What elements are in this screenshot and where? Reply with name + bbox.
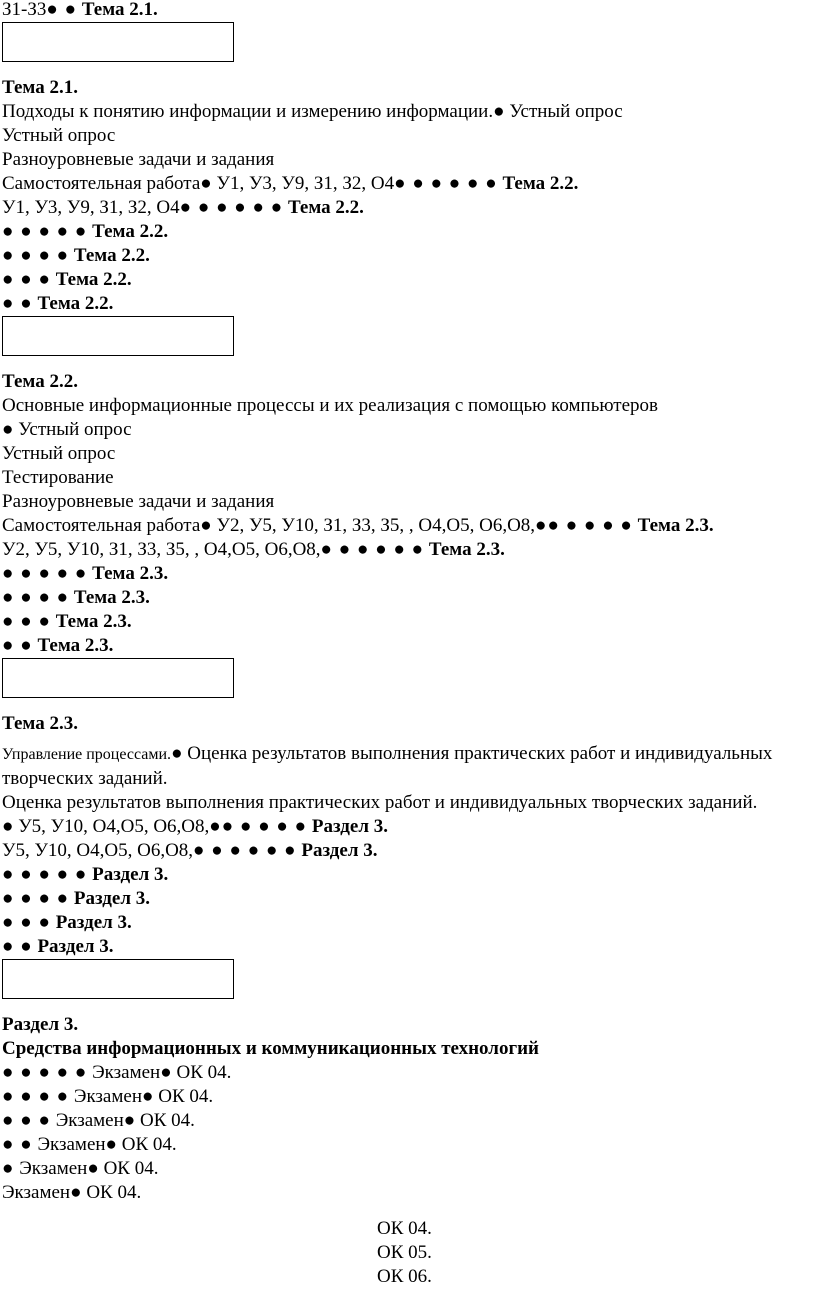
text-line: Устный опрос <box>2 443 116 464</box>
bullet: ● <box>87 1158 99 1179</box>
header-tema: Тема 2.1. <box>81 0 158 20</box>
ok-code-centered: ОК 04. <box>377 1218 432 1239</box>
exam-row <box>2 1133 814 1157</box>
bullet: ● <box>200 515 212 536</box>
bullets: ● ● ● ● ● <box>2 221 88 242</box>
bullets: ● ● ● ● ● <box>2 864 88 885</box>
bullets: ● ● <box>2 635 33 656</box>
self-work-line <box>2 172 814 196</box>
next-tema: Тема 2.2. <box>502 173 579 194</box>
next-section: Раздел 3. <box>311 816 388 837</box>
empty-box <box>2 316 234 356</box>
text-line: Разноуровневые задачи и задания <box>2 491 275 512</box>
next-tema: Тема 2.2. <box>287 197 364 218</box>
bullet: ● <box>105 1134 118 1155</box>
exam-row <box>2 1157 814 1181</box>
self-work-label: Самостоятельная работа <box>2 173 201 194</box>
topic-rest: ● Оценка результатов выполнения практических работ и индивидуальных творческих заданий. <box>2 743 773 789</box>
codes: У1, У3, У9, З1, З2, О4 <box>2 197 180 218</box>
section-title: Тема 2.3. <box>2 713 78 734</box>
bullets: ● ● ● ● <box>2 888 70 909</box>
bullet-row <box>2 244 814 268</box>
section-title: Раздел 3. <box>2 1014 79 1035</box>
header-prefix: З1-З3 <box>2 0 47 20</box>
bullet: ● <box>123 1110 136 1131</box>
ok-code: ОК 04. <box>140 1110 195 1131</box>
bullet: ● <box>70 1182 82 1203</box>
bullets: ● ● <box>2 293 33 314</box>
document-page <box>2 0 814 1289</box>
next-tema: Тема 2.3. <box>37 635 114 656</box>
bullet-row <box>2 911 814 935</box>
bullets: ● ● <box>2 936 33 957</box>
section-topic <box>2 742 782 791</box>
ok-code: ОК 04. <box>86 1182 142 1203</box>
bullets: ● <box>2 1158 15 1179</box>
exam-row <box>2 1085 814 1109</box>
bullets: ● ● <box>2 1134 33 1155</box>
codes-line <box>2 815 814 839</box>
text-line: Устный опрос <box>2 125 116 146</box>
bullet: ● <box>160 1062 172 1083</box>
codes: У5, У10, О4,О5, О6,О8, <box>13 816 210 837</box>
topic-tail: ● Устный опрос <box>493 101 623 122</box>
exam-label: Экзамен <box>37 1134 106 1155</box>
self-work-line <box>2 514 814 538</box>
section-topic: Основные информационные процессы и их реализация с помощью компьютеров <box>2 395 659 416</box>
header-bullets: ● ● <box>46 0 78 20</box>
bullets: ● ● ● ● <box>2 1086 70 1107</box>
next-tema: Тема 2.2. <box>37 293 114 314</box>
bullet-row <box>2 268 814 292</box>
ok-code-centered: ОК 05. <box>377 1242 432 1263</box>
bullets: ● ● ● ● ● ● <box>193 840 297 861</box>
section-topic: Средства информационных и коммуникационных технологий <box>2 1038 539 1059</box>
spacer <box>2 1205 814 1217</box>
ok-code: ОК 04. <box>158 1086 214 1107</box>
bullet-row <box>2 586 814 610</box>
codes: У5, У10, О4,О5, О6,О8, <box>2 840 194 861</box>
exam-row <box>2 1061 814 1085</box>
bullets: ● ● ● <box>2 611 51 632</box>
bullets: ● ● ● ● ● ● <box>320 539 425 560</box>
codes-line <box>2 839 814 863</box>
bullets: ●● ● ● ● ● <box>209 816 308 837</box>
next-tema: Тема 2.3. <box>92 563 169 584</box>
bullet-row <box>2 863 814 887</box>
empty-box <box>2 959 234 999</box>
next-section: Раздел 3. <box>92 864 169 885</box>
text-paragraph: Оценка результатов выполнения практических работ и индивидуальных творческих заданий. <box>2 792 758 813</box>
bullets: ● ● ● ● <box>2 245 70 266</box>
exam-row <box>2 1181 814 1205</box>
next-section: Раздел 3. <box>301 840 378 861</box>
ok-code: ОК 04. <box>176 1062 232 1083</box>
bullets: ● ● ● <box>2 1110 51 1131</box>
text-line: Разноуровневые задачи и задания <box>2 149 275 170</box>
bullets: ● ● ● <box>2 269 51 290</box>
bullets: ● ● ● ● <box>2 587 70 608</box>
next-section: Раздел 3. <box>55 912 132 933</box>
next-tema: Тема 2.3. <box>637 515 714 536</box>
section-title: Тема 2.1. <box>2 77 78 98</box>
exam-label: Экзамен <box>92 1062 161 1083</box>
bullet-row <box>2 887 814 911</box>
bullets: ● ● ● <box>2 912 51 933</box>
bullet: ● <box>142 1086 154 1107</box>
bullets: ●● ● ● ● ● <box>535 515 633 536</box>
bullet-row <box>2 935 814 959</box>
ok-code: ОК 04. <box>103 1158 159 1179</box>
topic-small: Управление процессами. <box>2 746 172 763</box>
next-tema: Тема 2.3. <box>428 539 505 560</box>
next-tema: Тема 2.3. <box>55 611 132 632</box>
bullet-row <box>2 292 814 316</box>
section-title: Тема 2.2. <box>2 371 78 392</box>
bullet-row <box>2 562 814 586</box>
bullet-row <box>2 220 814 244</box>
bullets: ● ● ● ● ● <box>2 1062 88 1083</box>
section-topic <box>2 100 814 124</box>
bullets: ● ● ● ● ● <box>2 563 88 584</box>
exam-label: Экзамен <box>55 1110 124 1131</box>
bullet: ● <box>200 173 212 194</box>
exam-label: Экзамен <box>19 1158 88 1179</box>
next-section: Раздел 3. <box>73 888 151 909</box>
codes: У2, У5, У10, З1, З3, З5, , О4,О5, О6,О8, <box>2 539 321 560</box>
empty-box <box>2 22 234 62</box>
next-tema: Тема 2.2. <box>55 269 132 290</box>
empty-box <box>2 658 234 698</box>
exam-label: Экзамен <box>2 1182 71 1203</box>
codes-line <box>2 538 814 562</box>
next-tema: Тема 2.2. <box>92 221 169 242</box>
ok-code: ОК 04. <box>121 1134 177 1155</box>
bullets: ● ● ● ● ● ● <box>394 173 498 194</box>
bullets: ● ● ● ● ● ● <box>179 197 284 218</box>
next-tema: Тема 2.2. <box>73 245 150 266</box>
text-line: Тестирование <box>2 467 114 488</box>
next-tema: Тема 2.3. <box>73 587 150 608</box>
topic-text: Подходы к понятию информации и измерению информации. <box>2 101 494 122</box>
bullet: ● <box>2 816 14 837</box>
codes-line <box>2 196 814 220</box>
exam-row <box>2 1109 814 1133</box>
codes: У2, У5, У10, З1, З3, З5, , О4,О5, О6,О8, <box>211 515 536 536</box>
next-section: Раздел 3. <box>37 936 114 957</box>
codes: У1, У3, У9, З1, З2, О4 <box>211 173 395 194</box>
header-line <box>2 0 814 22</box>
exam-label: Экзамен <box>73 1086 142 1107</box>
text-line: ● Устный опрос <box>2 419 132 440</box>
ok-code-centered: ОК 06. <box>377 1266 432 1287</box>
bullet-row <box>2 634 814 658</box>
self-work-label: Самостоятельная работа <box>2 515 201 536</box>
bullet-row <box>2 610 814 634</box>
